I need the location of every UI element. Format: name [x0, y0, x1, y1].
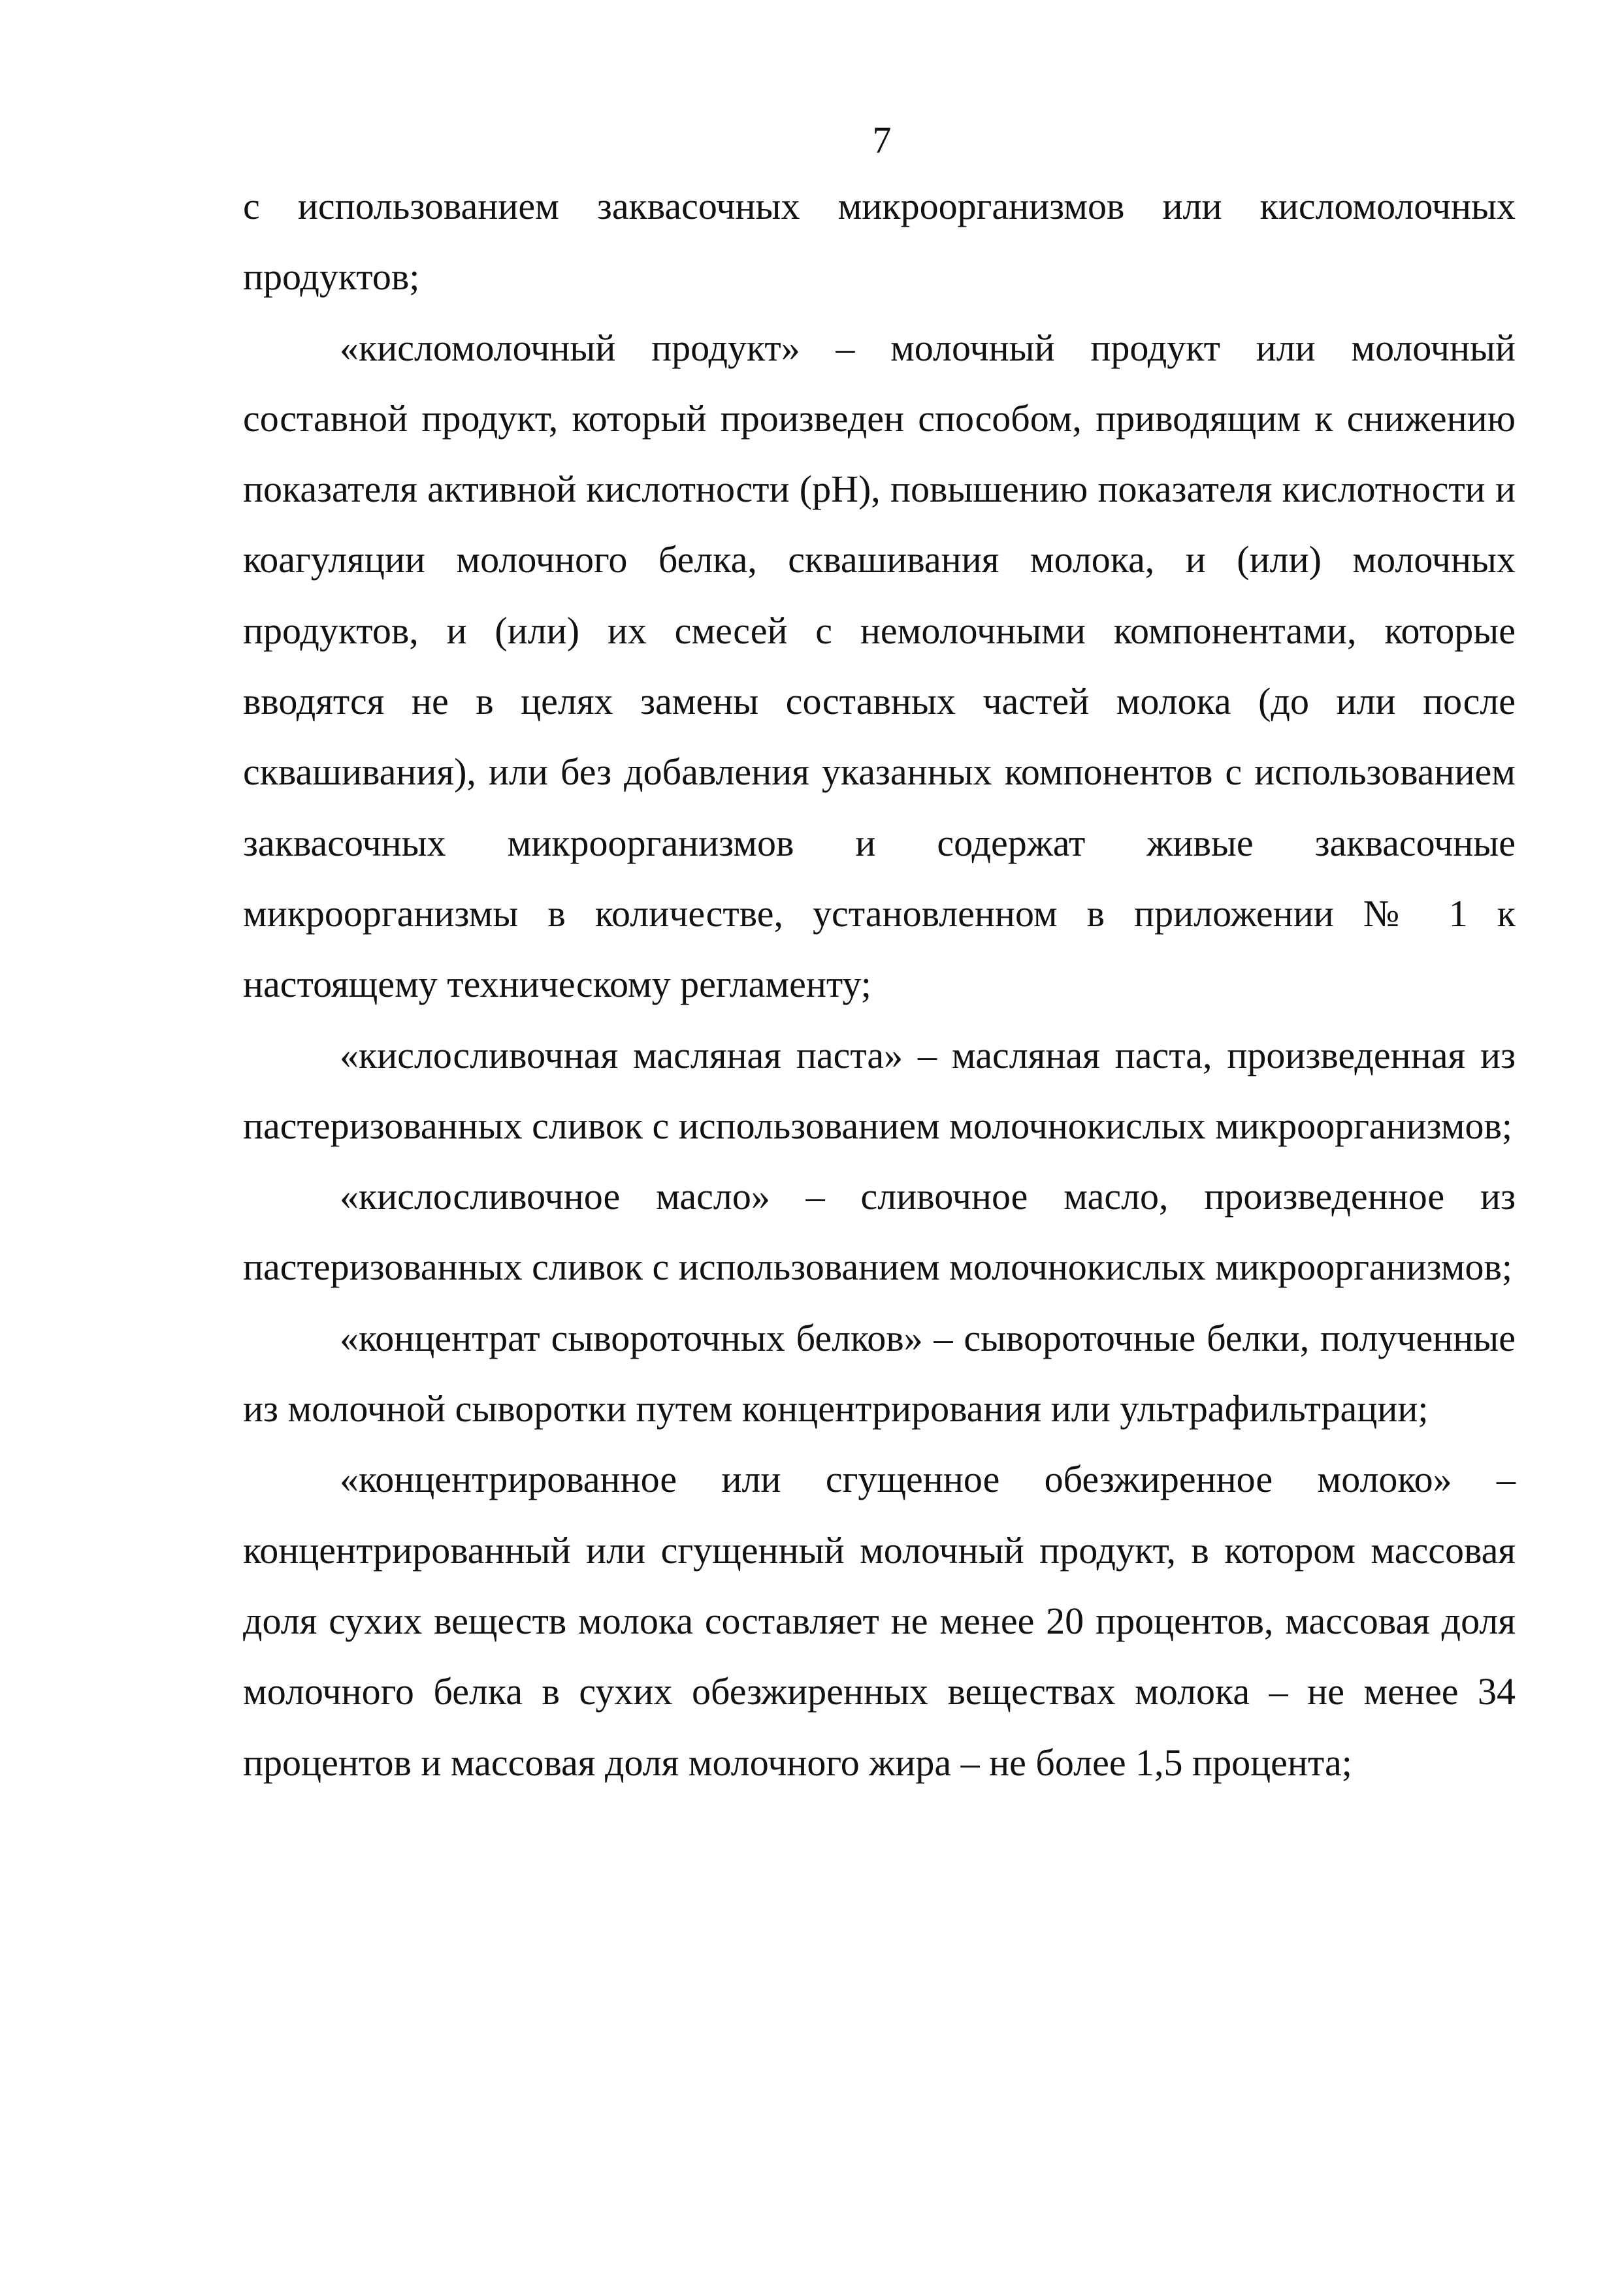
paragraph-definition-kislomolochny-produkt: «кисломолочный продукт» – молочный продукт или молочный составной продукт, который произведен способом, приводящим к снижению показателя активной кислотности (pH), повышению показателя кислотности и коагуляции молочного белка, сквашивания молока, и (или) молочных продуктов, и (или) их смесей с немолочными компонентами, которые вводятся не в целях замены составных частей молока (до или после сквашивания), или без добавления указанных компонентов с использованием заквасочных микроорганизмов и содержат живые заквасочные микроорганизмы в количестве, установленном в приложении № 1 к настоящему техническому регламенту;	[243, 326, 1516, 1006]
paragraph-definition-kisloslivochnaya-maslyanaya-pasta: «кислосливочная масляная паста» – масляная паста, произведенная из пастеризованных сливок с использованием молочнокислых микроорганизмов;	[243, 1033, 1516, 1147]
paragraph-definition-koncentrirovannoe-moloko: «концентрированное или сгущенное обезжиренное молоко» – концентрированный или сгущенный молочный продукт, в котором массовая доля сухих веществ молока составляет не менее 20 процентов, массовая доля молочного белка в сухих обезжиренных веществах молока – не менее 34 процентов и массовая доля молочного жира – не более 1,5 процента;	[243, 1458, 1516, 1784]
paragraph-definition-koncentrat-syvorotochnyh-belkov: «концентрат сывороточных белков» – сывороточные белки, полученные из молочной сыворотки путем концентрирования или ультрафильтрации;	[243, 1316, 1516, 1430]
page-number: 7	[872, 119, 892, 161]
paragraph-continuation: с использованием заквасочных микроорганизмов или кисломолочных продуктов;	[243, 185, 1516, 299]
document-body	[243, 171, 1516, 1798]
paragraph-definition-kisloslivochnoe-maslo: «кислосливочное масло» – сливочное масло, произведенное из пастеризованных сливок с использованием молочнокислых микроорганизмов;	[243, 1175, 1516, 1289]
